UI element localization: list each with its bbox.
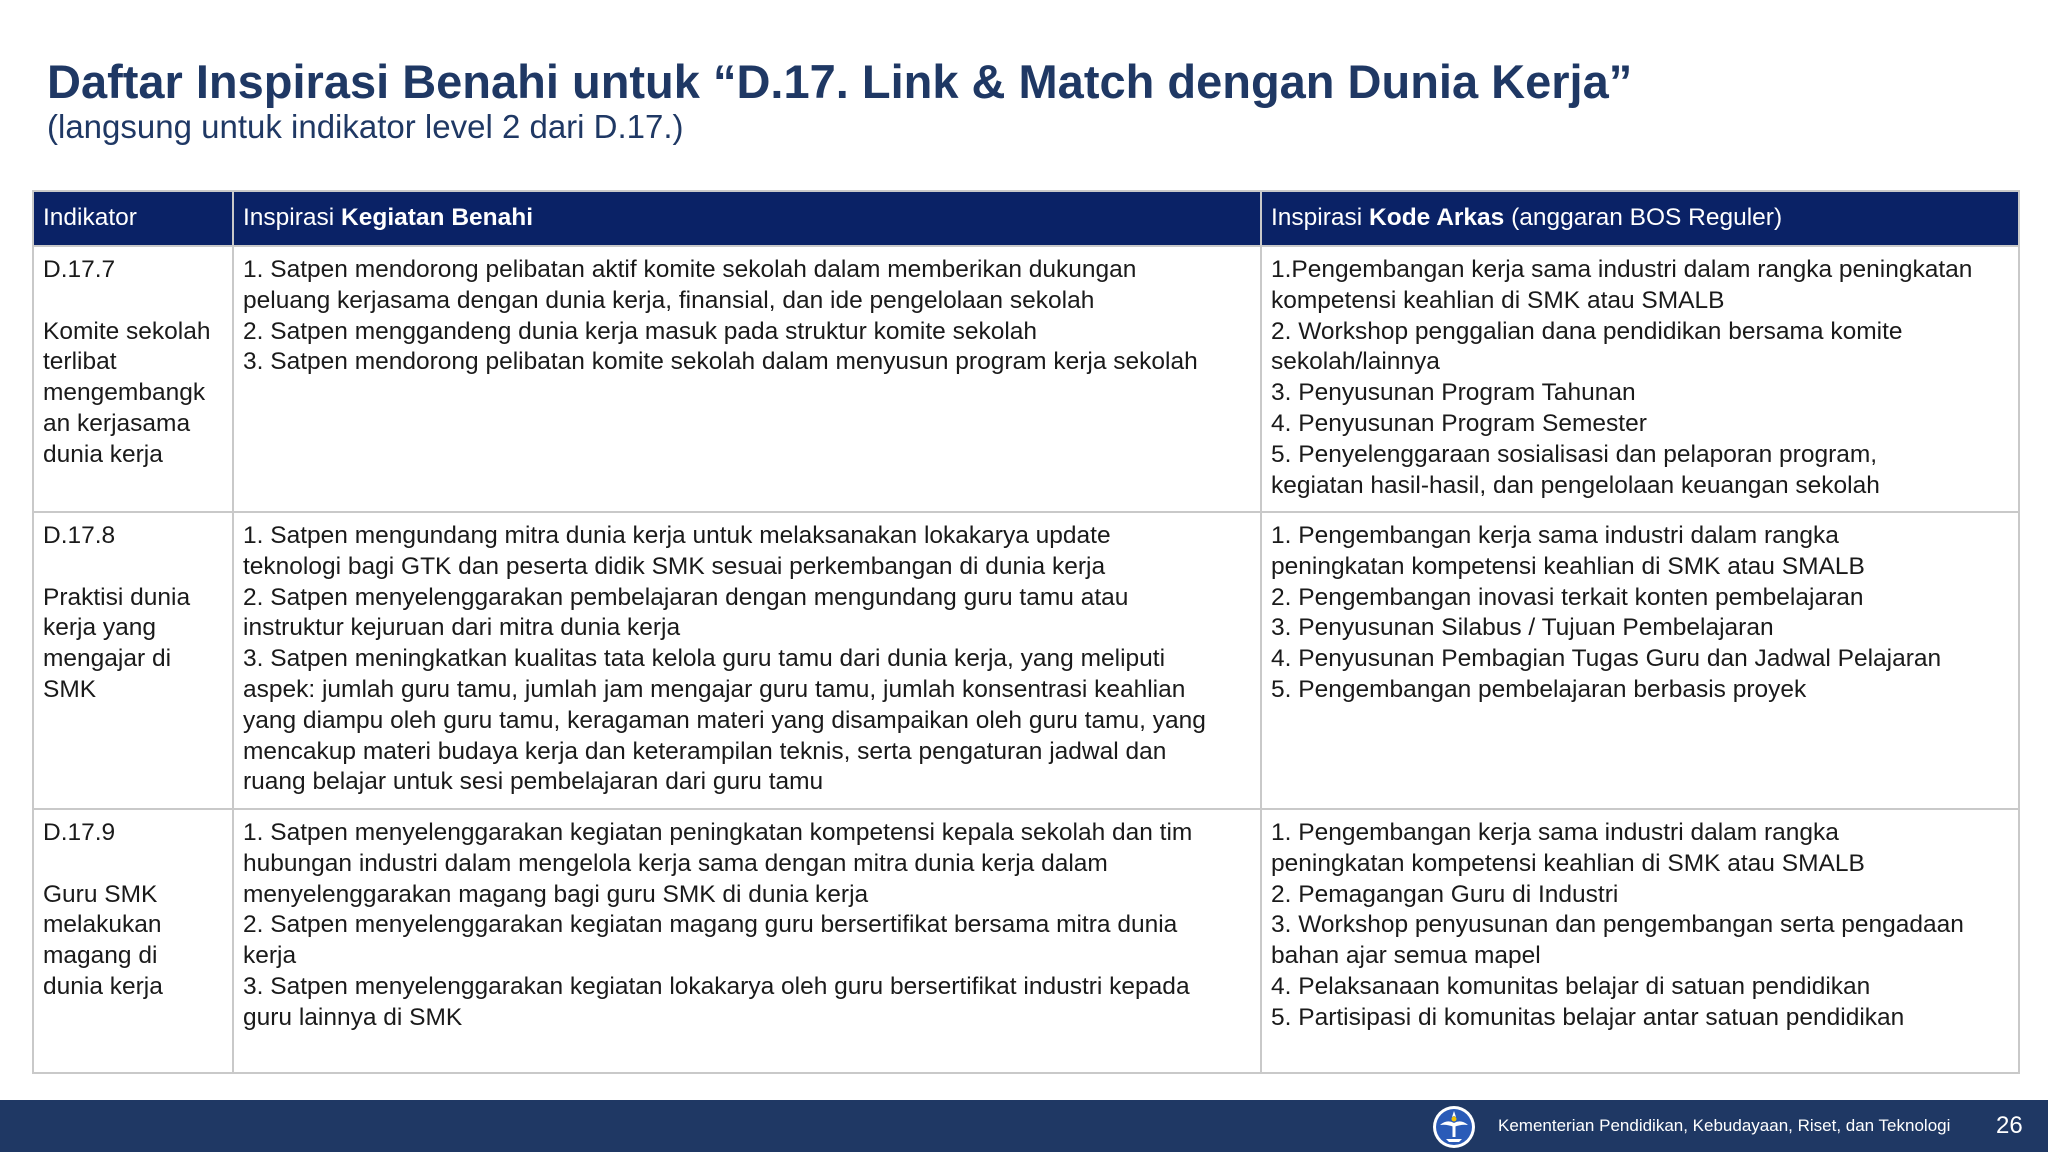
indikator-cell — [33, 512, 233, 809]
table-header-row — [33, 191, 2019, 246]
kegiatan-line: 3. Satpen meningkatkan kualitas tata kelola guru tamu dari dunia kerja, yang meliputi — [243, 645, 1166, 673]
header-arkas — [1261, 191, 2019, 246]
arkas-cell — [1261, 809, 2019, 1073]
arkas-line: 3. Workshop penyusunan dan pengembangan serta pengadaan — [1271, 911, 1964, 939]
kegiatan-line: yang diampu oleh guru tamu, keragaman materi yang disampaikan oleh guru tamu, yang — [243, 706, 1206, 734]
indicator-text-line: terlibat — [43, 348, 117, 376]
kegiatan-cell — [233, 512, 1261, 809]
arkas-line: 5. Pengembangan pembelajaran berbasis proyek — [1271, 675, 1807, 703]
kegiatan-line: hubungan industri dalam mengelola kerja sama dengan mitra dunia kerja dalam — [243, 849, 1108, 877]
arkas-line: sekolah/lainnya — [1271, 348, 1440, 376]
header-kegiatan-bold: Kegiatan Benahi — [341, 204, 534, 232]
indicator-code: D.17.7 — [43, 256, 116, 283]
indicator-text-line: dunia kerja — [43, 972, 163, 1000]
spacer — [43, 552, 223, 583]
slide-title: Daftar Inspirasi Benahi untuk “D.17. Link & Match dengan Dunia Kerja” — [47, 55, 1633, 108]
arkas-cell — [1261, 512, 2019, 809]
arkas-line: 3. Penyusunan Program Tahunan — [1271, 379, 1636, 407]
kegiatan-line: ruang belajar untuk sesi pembelajaran dari guru tamu — [243, 768, 824, 796]
indikator-cell — [33, 246, 233, 512]
arkas-line: 4. Penyusunan Program Semester — [1271, 409, 1647, 437]
arkas-line: peningkatan kompetensi keahlian di SMK atau SMALB — [1271, 552, 1865, 580]
kegiatan-line: peluang kerjasama dengan dunia kerja, finansial, dan ide pengelolaan sekolah — [243, 286, 1095, 314]
indicator-text-line: mengajar di — [43, 645, 172, 673]
arkas-line: 4. Penyusunan Pembagian Tugas Guru dan Jadwal Pelajaran — [1271, 645, 1942, 673]
indikator-cell — [33, 809, 233, 1073]
indicator-text-line: kerja yang — [43, 614, 157, 642]
header-kegiatan-prefix: Inspirasi — [243, 204, 342, 232]
kegiatan-line: teknologi bagi GTK dan peserta didik SMK sesuai perkembangan di dunia kerja — [243, 552, 1106, 580]
header-arkas-prefix: Inspirasi — [1271, 204, 1370, 232]
kegiatan-line: mencakup materi budaya kerja dan keterampilan teknis, serta pengaturan jadwal dan — [243, 737, 1167, 765]
header-indikator: Indikator — [33, 191, 233, 246]
kegiatan-cell — [233, 809, 1261, 1073]
arkas-line: 3. Penyusunan Silabus / Tujuan Pembelajaran — [1271, 614, 1774, 642]
arkas-line: 5. Penyelenggaraan sosialisasi dan pelaporan program, — [1271, 440, 1878, 468]
arkas-line: 1. Pengembangan kerja sama industri dalam rangka — [1271, 819, 1839, 846]
inspiration-table — [32, 190, 2020, 1074]
arkas-line: kompetensi keahlian di SMK atau SMALB — [1271, 286, 1725, 314]
kegiatan-line: aspek: jumlah guru tamu, jumlah jam mengajar guru tamu, jumlah konsentrasi keahlian — [243, 675, 1186, 703]
footer-bar — [0, 1100, 2048, 1152]
arkas-line: 1.Pengembangan kerja sama industri dalam rangka peningkatan — [1271, 256, 1973, 283]
page-number: 26 — [1996, 1112, 2023, 1139]
kegiatan-line: instruktur kejuruan dari mitra dunia kerja — [243, 614, 681, 642]
arkas-line: bahan ajar semua mapel — [1271, 942, 1541, 970]
arkas-line: kegiatan hasil-hasil, dan pengelolaan keuangan sekolah — [1271, 471, 1880, 499]
spacer — [43, 849, 223, 880]
arkas-line: 1. Pengembangan kerja sama industri dalam rangka — [1271, 522, 1839, 549]
header-arkas-bold: Kode Arkas — [1369, 204, 1505, 232]
kegiatan-line: 2. Satpen menyelenggarakan pembelajaran dengan mengundang guru tamu atau — [243, 583, 1129, 611]
kegiatan-line: 2. Satpen menyelenggarakan kegiatan magang guru bersertifikat bersama mitra dunia — [243, 911, 1178, 939]
indicator-text-line: Praktisi dunia — [43, 583, 191, 611]
kegiatan-line: 2. Satpen menggandeng dunia kerja masuk pada struktur komite sekolah — [243, 317, 1038, 345]
arkas-line: 2. Pemagangan Guru di Industri — [1271, 880, 1619, 908]
indicator-code: D.17.9 — [43, 819, 116, 846]
indicator-text-line: mengembangk — [43, 379, 206, 407]
table-row — [33, 809, 2019, 1073]
slide-subtitle: (langsung untuk indikator level 2 dari D.17.) — [47, 108, 684, 145]
indicator-text-line: Guru SMK — [43, 880, 158, 908]
tut-wuri-handayani-logo-icon — [1432, 1105, 1476, 1149]
arkas-line: 2. Pengembangan inovasi terkait konten pembelajaran — [1271, 583, 1864, 611]
table-row — [33, 246, 2019, 512]
kegiatan-line: 1. Satpen menyelenggarakan kegiatan peningkatan kompetensi kepala sekolah dan tim — [243, 819, 1193, 846]
arkas-cell — [1261, 246, 2019, 512]
kegiatan-cell — [233, 246, 1261, 512]
arkas-line: 5. Partisipasi di komunitas belajar antar satuan pendidikan — [1271, 1003, 1905, 1031]
header-arkas-suffix: (anggaran BOS Reguler) — [1504, 204, 1783, 232]
ministry-name: Kementerian Pendidikan, Kebudayaan, Riset, dan Teknologi — [1498, 1116, 1951, 1135]
indicator-text-line: dunia kerja — [43, 440, 163, 468]
indicator-text-line: an kerjasama — [43, 409, 191, 437]
indicator-text-line: magang di — [43, 942, 158, 970]
kegiatan-line: 3. Satpen mendorong pelibatan komite sekolah dalam menyusun program kerja sekolah — [243, 348, 1198, 376]
kegiatan-line: 1. Satpen mengundang mitra dunia kerja untuk melaksanakan lokakarya update — [243, 522, 1111, 549]
spacer — [43, 286, 223, 317]
indicator-code: D.17.8 — [43, 522, 116, 549]
kegiatan-line: guru lainnya di SMK — [243, 1003, 463, 1031]
header-kegiatan — [233, 191, 1261, 246]
kegiatan-line: kerja — [243, 942, 297, 970]
arkas-line: 4. Pelaksanaan komunitas belajar di satuan pendidikan — [1271, 972, 1871, 1000]
arkas-line: peningkatan kompetensi keahlian di SMK atau SMALB — [1271, 849, 1865, 877]
kegiatan-line: menyelenggarakan magang bagi guru SMK di dunia kerja — [243, 880, 869, 908]
kegiatan-line: 1. Satpen mendorong pelibatan aktif komite sekolah dalam memberikan dukungan — [243, 256, 1137, 283]
table-row — [33, 512, 2019, 809]
kegiatan-line: 3. Satpen menyelenggarakan kegiatan lokakarya oleh guru bersertifikat industri kepada — [243, 972, 1190, 1000]
arkas-line: 2. Workshop penggalian dana pendidikan bersama komite — [1271, 317, 1903, 345]
indicator-text-line: SMK — [43, 675, 97, 703]
indicator-text-line: Komite sekolah — [43, 317, 211, 345]
indicator-text-line: melakukan — [43, 911, 162, 939]
